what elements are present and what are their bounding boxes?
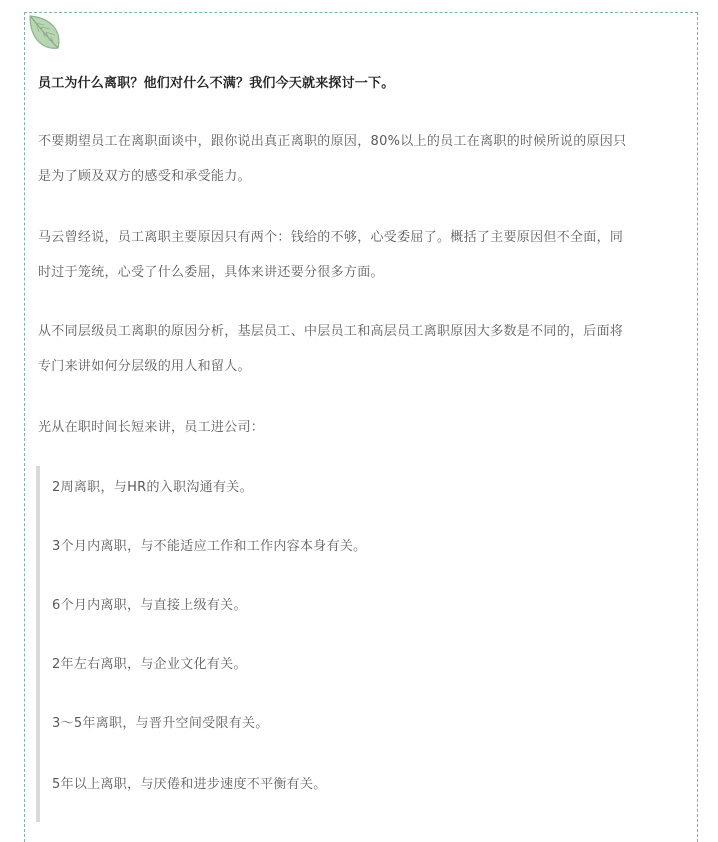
list-item: 2年左右离职，与企业文化有关。 [52, 657, 247, 672]
paragraph-exit-interview [38, 124, 684, 194]
list-item: 5年以上离职，与厌倦和进步速度不平衡有关。 [52, 777, 327, 792]
list-item: 2周离职，与HR的入职沟通有关。 [52, 480, 253, 495]
paragraph-line: 从不同层级员工离职的原因分析，基层员工、中层员工和高层员工离职原因大多数是不同的，后面将 [38, 324, 624, 339]
tenure-reasons-blockquote [36, 466, 676, 822]
paragraph-line: 马云曾经说，员工离职主要原因只有两个：钱给的不够，心受委屈了。概括了主要原因但不全面，同 [38, 230, 624, 245]
paragraph-line: 光从在职时间长短来讲，员工进公司： [38, 420, 265, 435]
list-item: 3～5年离职，与晋升空间受限有关。 [52, 716, 269, 731]
paragraph-line: 是为了顾及双方的感受和承受能力。 [38, 169, 251, 184]
article-headline: 员工为什么离职？他们对什么不满？我们今天就来探讨一下。 [38, 76, 395, 91]
list-item: 3个月内离职，与不能适应工作和工作内容本身有关。 [52, 539, 367, 554]
paragraph-line: 专门来讲如何分层级的用人和留人。 [38, 359, 251, 374]
paragraph-tenure-intro [38, 410, 684, 445]
leaf-icon [26, 14, 64, 54]
paragraph-jack-ma-quote [38, 220, 684, 290]
paragraph-levels [38, 314, 684, 384]
paragraph-line: 时过于笼统，心受了什么委屈，具体来讲还要分很多方面。 [38, 265, 384, 280]
paragraph-line: 不要期望员工在离职面谈中，跟你说出真正离职的原因，80%以上的员工在离职的时候所说的原因只 [38, 134, 627, 149]
list-item: 6个月内离职，与直接上级有关。 [52, 598, 247, 613]
